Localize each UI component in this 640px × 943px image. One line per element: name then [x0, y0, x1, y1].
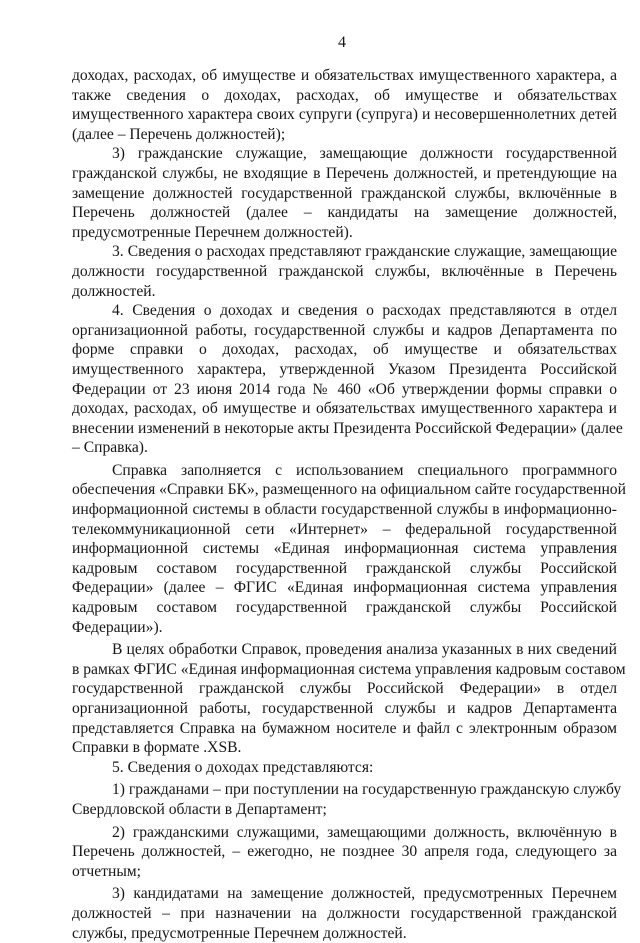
text-line: 3. Сведения о расходах представляют гражданские служащие, замещающие [112, 243, 617, 261]
text-line: 2) гражданскими служащими, замещающими должность, включённую в [112, 823, 617, 841]
text-line: Федерации»). [72, 618, 163, 636]
text-line: Справки в формате .XSB. [72, 739, 242, 757]
text-line: информационной системы в области государственной службы в информационно- [72, 501, 617, 519]
document-body [72, 66, 626, 943]
text-line: представляется Справка на бумажном носителе и файл с электронным образом [72, 719, 617, 737]
text-line: предусмотренные Перечнем должностей). [72, 223, 353, 241]
text-line: 4. Сведения о доходах и сведения о расходах представляются в отдел [112, 302, 617, 320]
text-line: (далее – Перечень должностей); [72, 125, 286, 143]
text-line: отчетным; [72, 862, 142, 880]
text-line: службы, предусмотренные Перечнем должностей. [72, 924, 407, 942]
text-line: 3) гражданские служащие, замещающие должности государственной [112, 145, 617, 163]
text-line: Свердловской области в Департамент; [72, 800, 327, 818]
text-line: – Справка). [72, 439, 148, 457]
text-line: кадровым составом государственной гражданской службы Российской [72, 599, 617, 617]
text-line: должностей – при назначении на должности государственной гражданской [72, 904, 617, 922]
text-line: должности государственной гражданской службы, включённые в Перечень [72, 262, 617, 280]
text-line: 3) кандидатами на замещение должностей, предусмотренных Перечнем [112, 885, 617, 903]
text-line: Перечень должностей (далее – кандидаты на замещение должностей, [72, 204, 617, 222]
text-line: Федерации от 23 июня 2014 года № 460 «Об утверждении формы справки о [72, 380, 617, 398]
text-line: доходах, расходах, об имуществе и обязательствах имущественного характера, а [72, 67, 617, 84]
text-line: информационной системы «Единая информационная система управления [72, 540, 617, 558]
text-line: телекоммуникационной сети «Интернет» – федеральной государственной [72, 520, 617, 538]
text-line: В целях обработки Справок, проведения анализа указанных в них сведений [112, 641, 617, 659]
text-line: 5. Сведения о доходах представляются: [112, 758, 374, 776]
text-line: форме справки о доходах, расходах, об имуществе и обязательствах [72, 341, 617, 359]
text-line: должностей. [72, 282, 156, 300]
text-line: организационной работы, государственной службы и кадров Департамента [72, 700, 617, 717]
text-line: имущественного характера своих супруги (супруга) и несовершеннолетних детей [72, 106, 617, 124]
text-line: имущественного характера, утвержденной Указом Президента Российской [72, 360, 617, 378]
text-line: обеспечения «Справки БК», размещенного на официальном сайте государственной [72, 481, 626, 499]
text-line: гражданской службы, не входящие в Перечень должностей, и претендующие на [72, 164, 617, 182]
page-number: 4 [338, 34, 346, 51]
text-line: Справка заполняется с использованием специального программного [112, 461, 617, 479]
text-line: организационной работы, государственной службы и кадров Департамента по [72, 321, 617, 339]
text-line: в рамках ФГИС «Единая информационная система управления кадровым составом [72, 660, 626, 678]
text-line: государственной гражданской службы Российской Федерации» в отдел [72, 680, 617, 698]
text-line: Федерации» (далее – ФГИС «Единая информационная система управления [72, 579, 617, 597]
text-line: кадровым составом государственной гражданской службы Российской [72, 559, 617, 577]
text-line: Перечень должностей, – ежегодно, не позднее 30 апреля года, следующего за [72, 843, 617, 861]
text-line: также сведения о доходах, расходах, об имуществе и обязательствах [72, 86, 617, 104]
text-line: доходах, расходах, об имуществе и обязательствах имущественного характера и [72, 400, 617, 418]
text-line: 1) гражданами – при поступлении на государственную гражданскую службу [112, 781, 622, 799]
text-line: замещение должностей государственной гражданской службы, включённые в [72, 184, 617, 202]
text-line: внесении изменений в некоторые акты Президента Российской Федерации» (далее [72, 419, 623, 437]
